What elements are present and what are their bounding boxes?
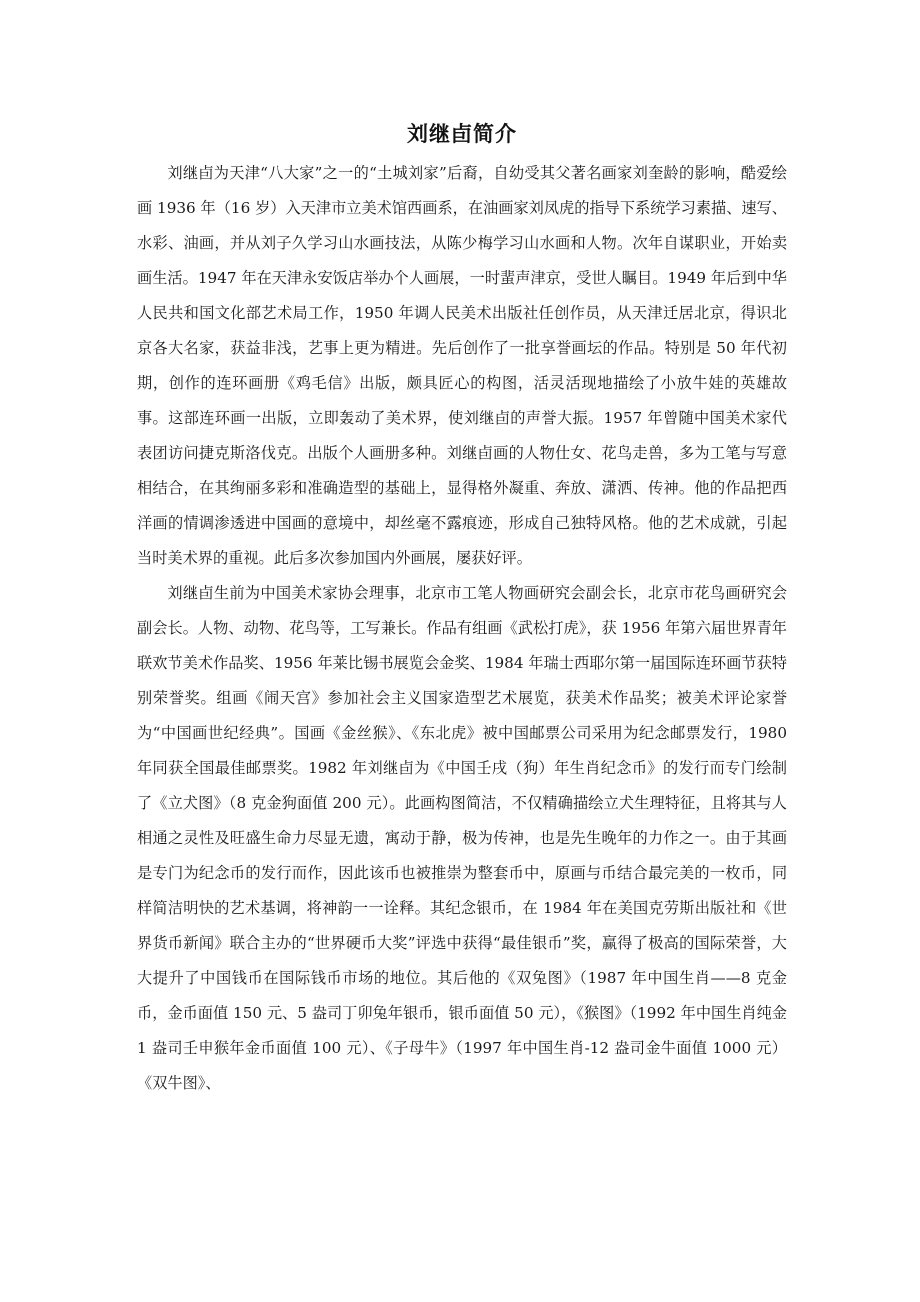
document-title: 刘继卣简介 bbox=[407, 122, 517, 146]
paragraph-achievements: 刘继卣生前为中国美术家协会理事，北京市工笔人物画研究会副会长，北京市花鸟画研究会副会长。人物、动物、花鸟等，工写兼长。作品有组画《武松打虎》，获 1956 年第六届世界青年联欢节美术作品奖、1956 年莱比锡书展览会金奖、1984 年瑞士西耶尔第一届国际连环画节获特别荣誉奖。组画《闹天宫》参加社会主义国家造型艺术展览，获美术作品奖；被美术评论家誉为“中国画世纪经典”。国画《金丝猴》、《东北虎》被中国邮票公司采用为纪念邮票发行，1980 年同获全国最佳邮票奖。1982 年刘继卣为《中国壬戌（狗）年生肖纪念币》的发行而专门绘制了《立犬图》（8 克金狗面值 200 元）。此画构图简洁，不仅精确描绘立犬生理特征，且将其与人相通之灵性及旺盛生命力尽显无遗，寓动于静，极为传神，也是先生晚年的力作之一。由于其画是专门为纪念币的发行而作，因此该币也被推崇为整套币中，原画与币结合最完美的一枚币，同样简洁明快的艺术基调，将神韵一一诠释。其纪念银币，在 1984 年在美国克劳斯出版社和《世界货币新闻》联合主办的“世界硬币大奖”评选中获得“最佳银币”奖，赢得了极高的国际荣誉，大大提升了中国钱币在国际钱币市场的地位。其后他的《双兔图》（1987 年中国生肖——8 克金币，金币面值 150 元、5 盎司丁卯兔年银币，银币面值 50 元），《猴图》（1992 年中国生肖纯金 1 盎司壬申猴年金币面值 100 元）、《子母牛》（1997 年中国生肖-12 盎司金牛面值 1000 元）《双牛图》、 bbox=[137, 584, 787, 1092]
paragraph-early-life: 刘继卣为天津“八大家”之一的“土城刘家”后裔，自幼受其父著名画家刘奎龄的影响，酷爱绘画 1936 年（16 岁）入天津市立美术馆西画系，在油画家刘凤虎的指导下系统学习素描、速写、水彩、油画，并从刘子久学习山水画技法，从陈少梅学习山水画和人物。次年自谋职业，开始卖画生活。1947 年在天津永安饭店举办个人画展，一时蜚声津京，受世人瞩目。1949 年后到中华人民共和国文化部艺术局工作，1950 年调人民美术出版社任创作员，从天津迁居北京，得识北京各大名家，获益非浅，艺事上更为精进。先后创作了一批享誉画坛的作品。特别是 50 年代初期，创作的连环画册《鸡毛信》出版，颇具匠心的构图，活灵活现地描绘了小放牛娃的英雄故事。这部连环画一出版，立即轰动了美术界，使刘继卣的声誉大振。1957 年曾随中国美术家代表团访问捷克斯洛伐克。出版个人画册多种。刘继卣画的人物仕女、花鸟走兽，多为工笔与写意相结合，在其绚丽多彩和准确造型的基础上，显得格外凝重、奔放、潇洒、传神。他的作品把西洋画的情调渗透进中国画的意境中，却丝毫不露痕迹，形成自己独特风格。他的艺术成就，引起当时美术界的重视。此后多次参加国内外画展，屡获好评。 bbox=[137, 164, 787, 567]
document-page bbox=[137, 118, 787, 1101]
